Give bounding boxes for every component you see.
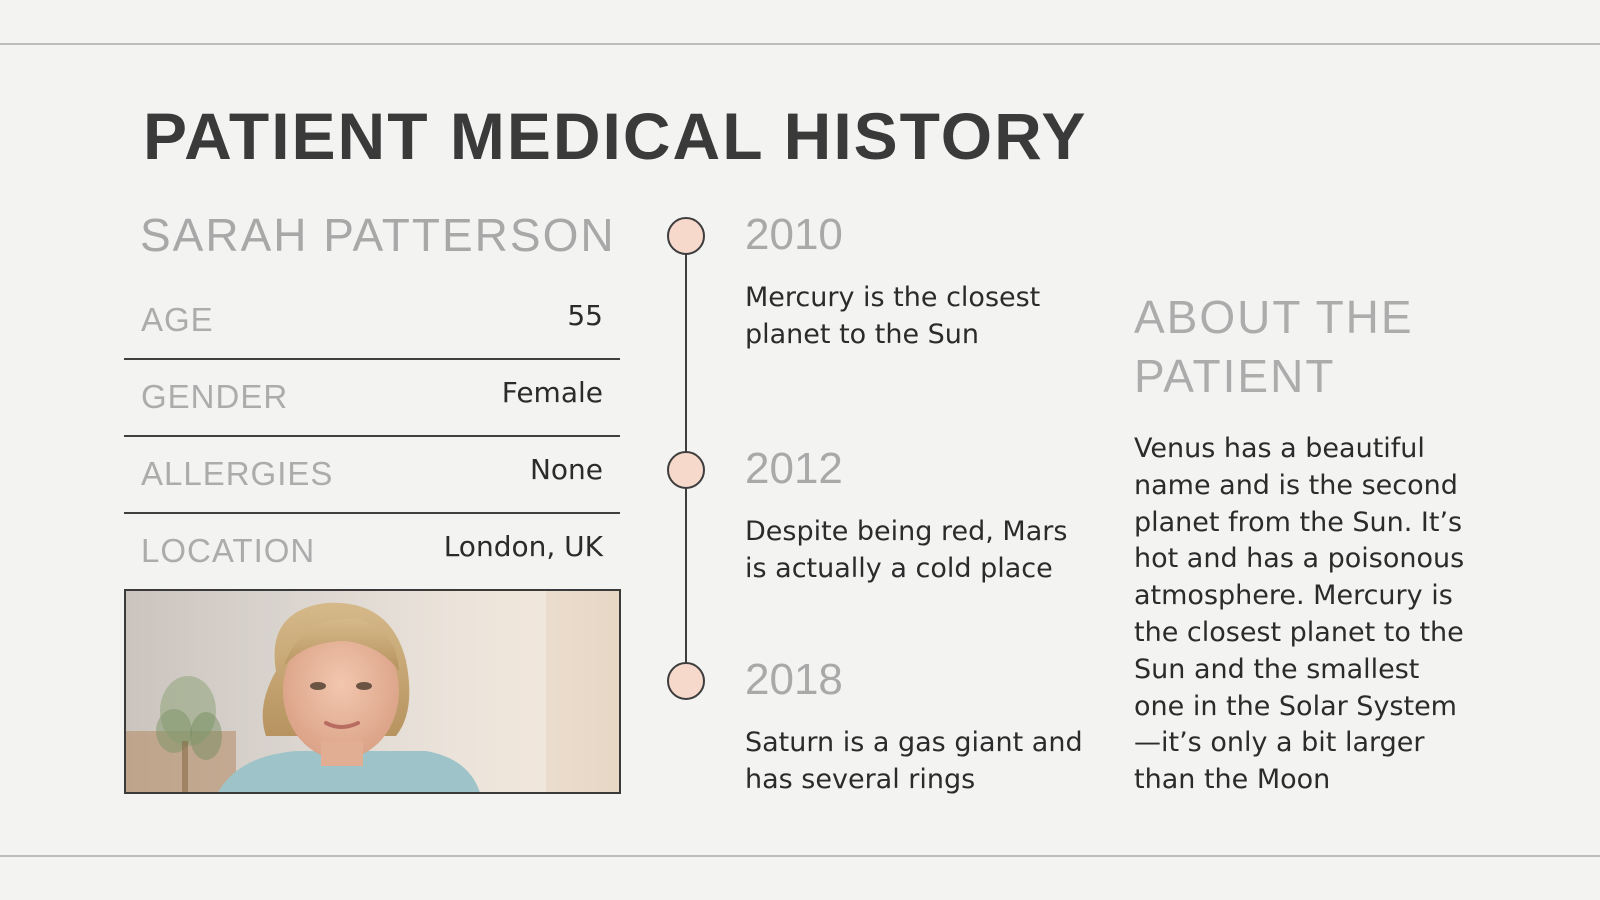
info-value: London, UK xyxy=(443,530,603,563)
timeline-text: Saturn is a gas giant and has several rings xyxy=(745,727,1083,795)
timeline-dot xyxy=(667,217,705,255)
timeline-year: 2012 xyxy=(745,444,843,493)
patient-name: SARAH PATTERSON xyxy=(140,209,616,261)
patient-photo xyxy=(124,589,621,794)
info-row-gender xyxy=(124,360,620,437)
info-value: Female xyxy=(501,376,603,409)
patient-photo-illustration xyxy=(126,591,621,794)
about-heading: ABOUT THE PATIENT xyxy=(1134,291,1414,402)
info-row-age xyxy=(124,283,620,360)
timeline-year: 2018 xyxy=(745,655,843,704)
page-title: PATIENT MEDICAL HISTORY xyxy=(143,99,1088,173)
timeline-year: 2010 xyxy=(745,210,843,259)
timeline-dot xyxy=(667,662,705,700)
top-divider xyxy=(0,43,1600,45)
info-label: AGE xyxy=(141,301,214,338)
info-label: ALLERGIES xyxy=(141,455,334,492)
timeline-text: Despite being red, Mars is actually a cold place xyxy=(745,516,1068,584)
info-label: LOCATION xyxy=(141,532,316,569)
timeline-dot xyxy=(667,451,705,489)
bottom-divider xyxy=(0,855,1600,857)
info-row-allergies xyxy=(124,437,620,514)
patient-info-table xyxy=(124,283,620,591)
info-value: 55 xyxy=(567,299,603,332)
info-row-location xyxy=(124,514,620,591)
info-value: None xyxy=(529,453,603,486)
about-text: Venus has a beautiful name and is the second planet from the Sun. It’s hot and has a poisonous atmosphere. Mercury is the closest planet to the Sun and the smallest one in the Solar System—it’s only a bit larger than the Moon xyxy=(1134,433,1465,796)
info-label: GENDER xyxy=(141,378,289,415)
timeline-text: Mercury is the closest planet to the Sun xyxy=(745,282,1041,350)
